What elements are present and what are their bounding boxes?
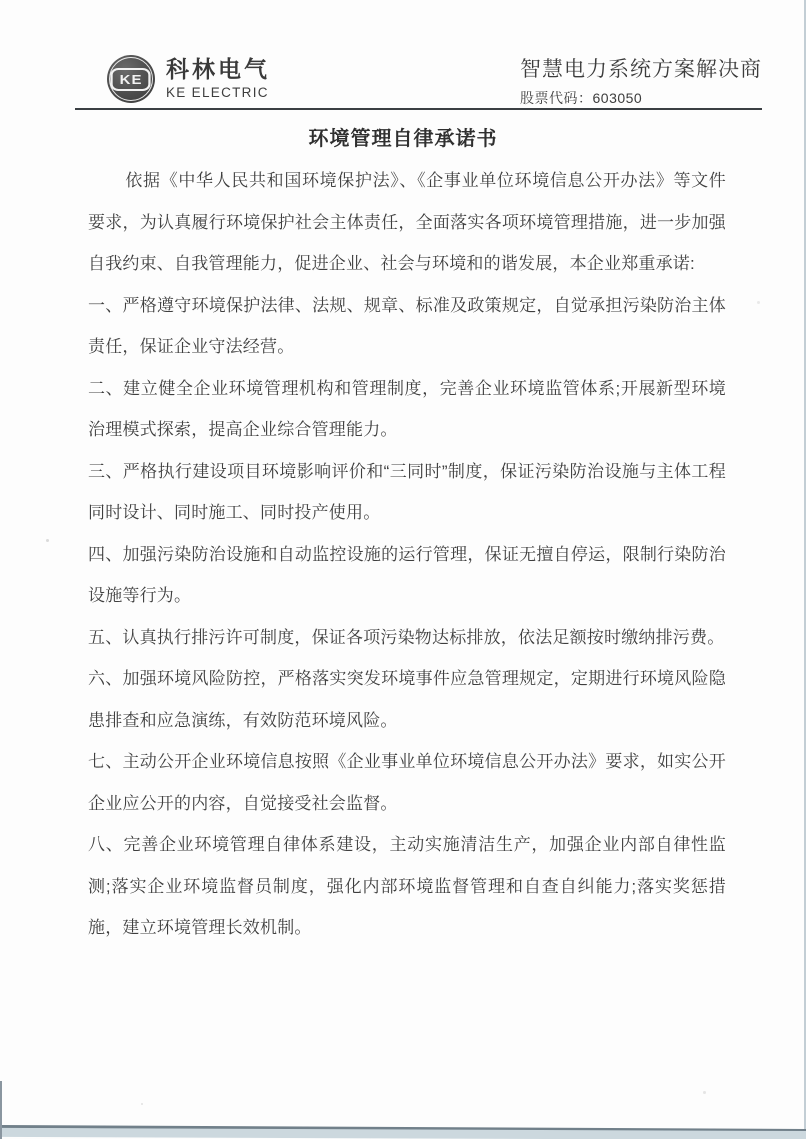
scan-speck [46, 539, 49, 542]
logo-monogram: KE [111, 68, 151, 91]
scan-edge-left [0, 1081, 2, 1139]
scan-speck [141, 1103, 143, 1105]
ke-logo-icon [107, 55, 155, 103]
stock-code: 股票代码：603050 [520, 90, 643, 107]
scan-speck [757, 301, 760, 304]
company-name-cn: 科林电气 [166, 56, 270, 82]
commitment-item-7: 七、主动公开企业环境信息按照《企业事业单位环境信息公开办法》要求，如实公开企业应公开的内容，自觉接受社会监督。 [88, 752, 726, 813]
document-body [0, 160, 806, 949]
scan-speck [703, 1091, 706, 1094]
commitment-item-1: 一、严格遵守环境保护法律、法规、规章、标准及政策规定，自觉承担污染防治主体责任，保证企业守法经营。 [88, 295, 726, 357]
scan-speck [290, 514, 292, 516]
document-title: 环境管理自律承诺书 [308, 128, 498, 151]
company-tagline: 智慧电力系统方案解决商 [520, 58, 762, 81]
commitment-item-4: 四、加强污染防治设施和自动监控设施的运行管理，保证无擅自停运，限制行染防治设施等行为。 [88, 544, 726, 606]
scan-edge-bottom-band [0, 1128, 806, 1139]
commitment-item-8: 八、完善企业环境管理自律体系建设，主动实施清洁生产，加强企业内部自律性监测;落实企业环境监督员制度，强化内部环境监督管理和自查自纠能力;落实奖惩措施，建立环境管理长效机制。 [88, 835, 726, 938]
commitment-item-5: 五、认真执行排污许可制度，保证各项污染物达标排放，依法足额按时缴纳排污费。 [88, 627, 725, 647]
commitment-item-2: 二、建立健全企业环境管理机构和管理制度，完善企业环境监管体系;开展新型环境治理模式探索，提高企业综合管理能力。 [88, 378, 726, 440]
company-name-en: KE ELECTRIC [166, 85, 269, 101]
brand-block [107, 55, 270, 103]
header-right-block [520, 57, 762, 108]
intro-paragraph: 依据《中华人民共和国环境保护法》、《企事业单位环境信息公开办法》等文件要求，为认真履行环境保护社会主体责任，全面落实各项环境管理措施，进一步加强自我约束、自我管理能力，促进企业、社会与环境和的谐发展，本企业郑重承诺: [88, 171, 726, 274]
commitment-item-6: 六、加强环境风险防控，严格落实突发环境事件应急管理规定，定期进行环境风险隐患排查和应急演练，有效防范环境风险。 [88, 669, 726, 730]
brand-names [166, 55, 270, 100]
commitment-item-3: 三、严格执行建设项目环境影响评价和“三同时”制度，保证污染防治设施与主体工程同时设计、同时施工、同时投产使用。 [88, 461, 726, 523]
letterhead [75, 0, 762, 110]
